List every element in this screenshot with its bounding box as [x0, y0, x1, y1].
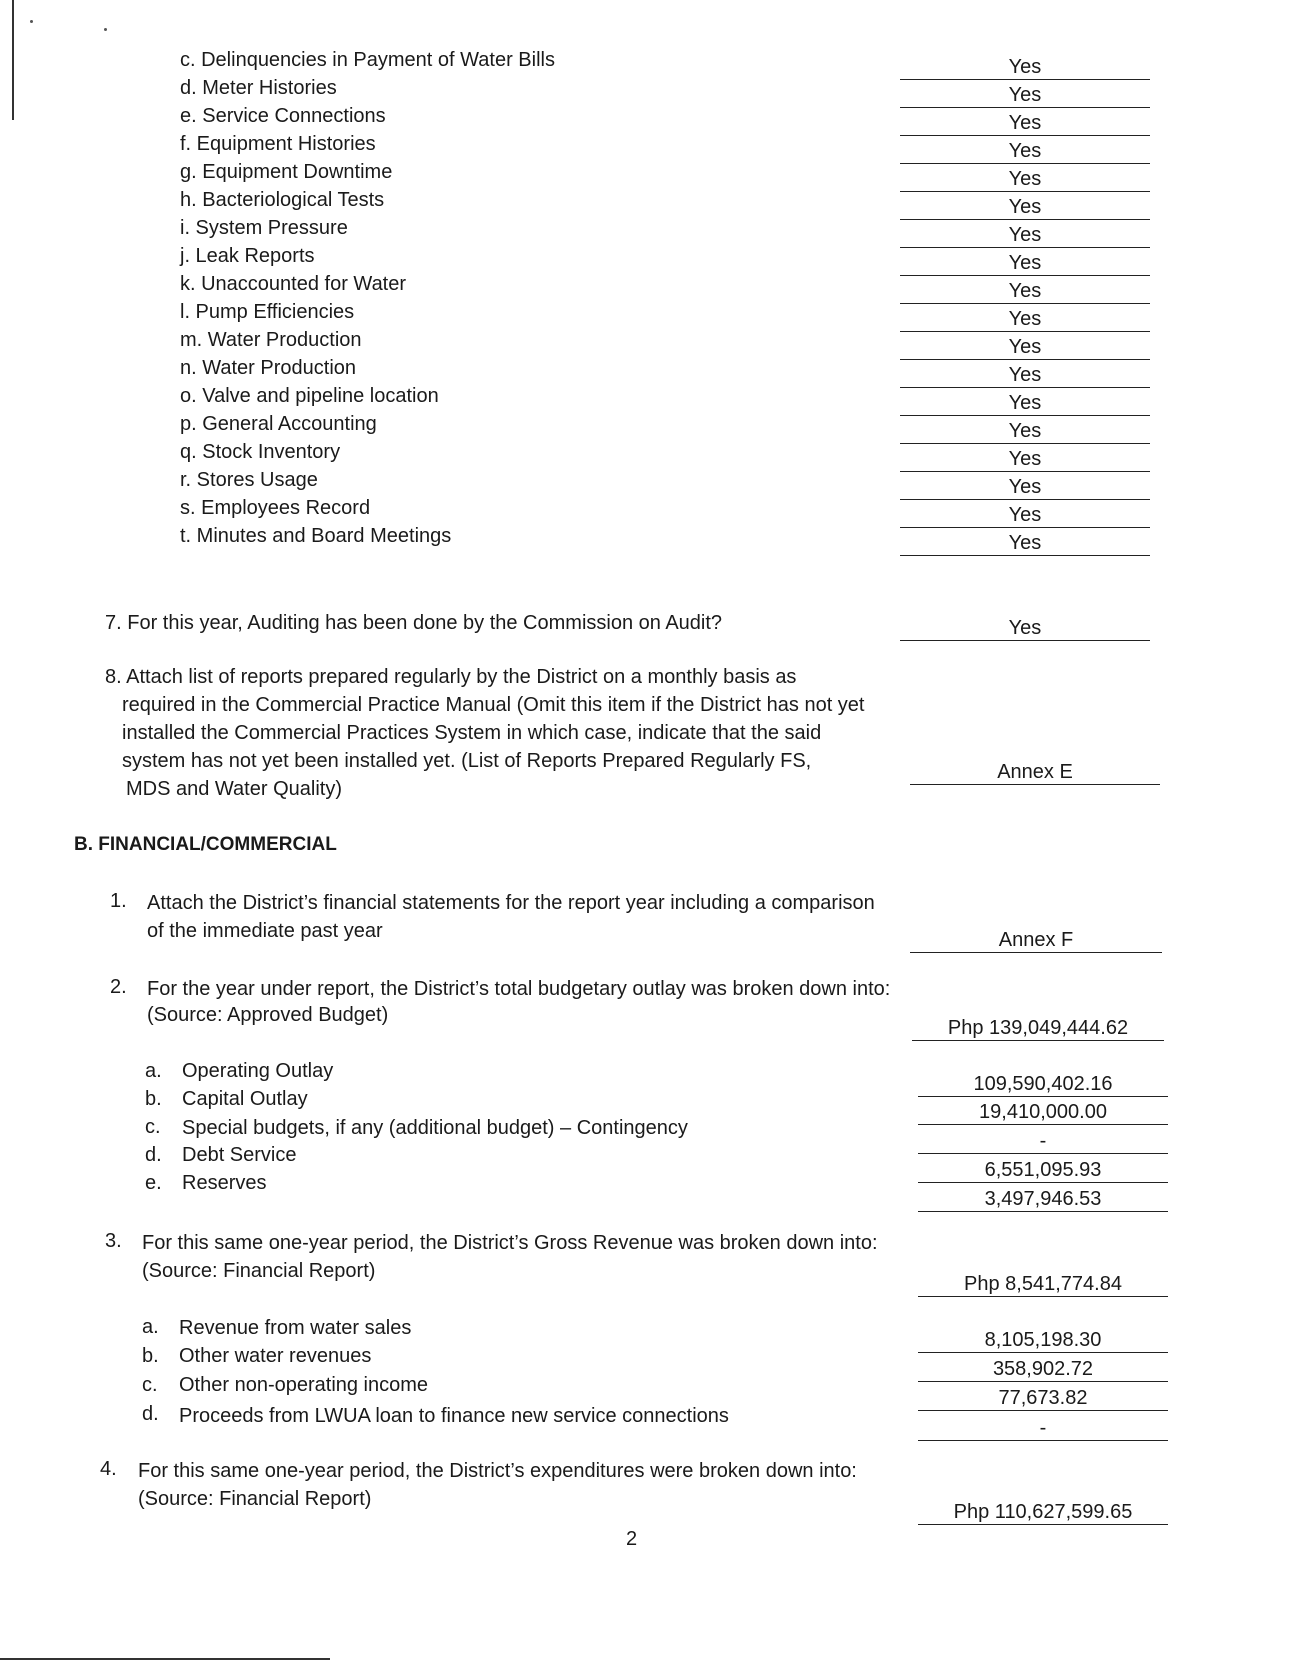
b3-sub-label: Revenue from water sales	[179, 1317, 412, 1339]
b2-sub-value: 109,590,402.16	[918, 1072, 1168, 1097]
list-item-label: s. Employees Record	[180, 497, 371, 519]
b3-sub-value: 77,673.82	[918, 1386, 1168, 1411]
list-item-label: o. Valve and pipeline location	[180, 385, 439, 407]
b2-sub-label: Special budgets, if any (additional budget) – Contingency	[182, 1117, 688, 1139]
b2-sub-value: 19,410,000.00	[918, 1100, 1168, 1125]
list-item-label: n. Water Production	[180, 357, 357, 379]
b4-line: (Source: Financial Report)	[138, 1488, 372, 1510]
b4-total: Php 110,627,599.65	[918, 1500, 1168, 1525]
list-item-answer: Yes	[900, 167, 1150, 192]
list-item-label: d. Meter Histories	[180, 77, 337, 99]
list-item-label: r. Stores Usage	[180, 469, 318, 491]
list-item-answer: Yes	[900, 279, 1150, 304]
b3-sub-label: Proceeds from LWUA loan to finance new service connections	[179, 1405, 729, 1427]
b2-sub-value: -	[918, 1129, 1168, 1154]
b4-line: For this same one-year period, the District’s expenditures were broken down into:	[138, 1460, 857, 1482]
b2-sub-value: 3,497,946.53	[918, 1187, 1168, 1212]
bottom-edge-line	[0, 1658, 330, 1660]
b3-sub-label: Other non-operating income	[179, 1374, 429, 1396]
b3-sub-letter: a.	[142, 1316, 159, 1338]
page-number: 2	[626, 1528, 638, 1550]
b2-sub-letter: e.	[145, 1172, 162, 1194]
b2-line: For the year under report, the District’s total budgetary outlay was broken down into:	[147, 978, 891, 1000]
list-item-label: h. Bacteriological Tests	[180, 189, 385, 211]
b2-sub-letter: a.	[145, 1060, 162, 1082]
item8-answer: Annex E	[910, 760, 1160, 785]
b3-sub-value: 8,105,198.30	[918, 1328, 1168, 1353]
list-item-answer: Yes	[900, 419, 1150, 444]
b3-sub-letter: b.	[142, 1345, 159, 1367]
list-item-label: q. Stock Inventory	[180, 441, 341, 463]
list-item-answer: Yes	[900, 223, 1150, 248]
list-item-label: c. Delinquencies in Payment of Water Bills	[180, 49, 555, 71]
b2-sub-letter: d.	[145, 1144, 162, 1166]
b2-sub-label: Operating Outlay	[182, 1060, 334, 1082]
list-item-answer: Yes	[900, 83, 1150, 108]
b2-total: Php 139,049,444.62	[912, 1016, 1164, 1041]
list-item-label: t. Minutes and Board Meetings	[180, 525, 452, 547]
list-item-answer: Yes	[900, 55, 1150, 80]
item8-line: MDS and Water Quality)	[126, 778, 342, 800]
list-item-answer: Yes	[900, 251, 1150, 276]
b2-sub-value: 6,551,095.93	[918, 1158, 1168, 1183]
list-item-label: i. System Pressure	[180, 217, 348, 239]
list-item-answer: Yes	[900, 139, 1150, 164]
list-item-answer: Yes	[900, 307, 1150, 332]
scan-dot	[104, 28, 107, 31]
b3-sub-letter: d.	[142, 1403, 159, 1425]
item8-line: required in the Commercial Practice Manual (Omit this item if the District has not yet	[122, 694, 865, 716]
list-item-label: k. Unaccounted for Water	[180, 273, 407, 295]
list-item-label: f. Equipment Histories	[180, 133, 376, 155]
b2-sub-label: Capital Outlay	[182, 1088, 308, 1110]
list-item-answer: Yes	[900, 531, 1150, 556]
b2-sub-label: Debt Service	[182, 1144, 297, 1166]
b2-sub-letter: c.	[145, 1116, 161, 1138]
item8-line: system has not yet been installed yet. (List of Reports Prepared Regularly FS,	[122, 750, 812, 772]
list-item-answer: Yes	[900, 447, 1150, 472]
b3-sub-letter: c.	[142, 1374, 158, 1396]
left-edge-line	[12, 0, 14, 120]
list-item-answer: Yes	[900, 475, 1150, 500]
b3-sub-value: -	[918, 1416, 1168, 1441]
list-item-label: j. Leak Reports	[180, 245, 315, 267]
b2-line: (Source: Approved Budget)	[147, 1004, 389, 1026]
item8-line: 8. Attach list of reports prepared regularly by the District on a monthly basis as	[105, 666, 797, 688]
b1-answer: Annex F	[910, 928, 1162, 953]
b3-sub-value: 358,902.72	[918, 1357, 1168, 1382]
list-item-label: e. Service Connections	[180, 105, 386, 127]
item7-answer: Yes	[900, 616, 1150, 641]
b1-line: of the immediate past year	[147, 920, 383, 942]
scan-dot	[30, 20, 33, 23]
item8-line: installed the Commercial Practices System in which case, indicate that the said	[122, 722, 822, 744]
b2-sub-letter: b.	[145, 1088, 162, 1110]
list-item-label: m. Water Production	[180, 329, 362, 351]
list-item-answer: Yes	[900, 195, 1150, 220]
list-item-label: p. General Accounting	[180, 413, 377, 435]
list-item-answer: Yes	[900, 335, 1150, 360]
b1-line: Attach the District’s financial statements for the report year including a comparison	[147, 892, 875, 914]
b3-number: 3.	[105, 1230, 122, 1252]
list-item-answer: Yes	[900, 111, 1150, 136]
b3-line: (Source: Financial Report)	[142, 1260, 376, 1282]
b1-number: 1.	[110, 890, 127, 912]
list-item-answer: Yes	[900, 391, 1150, 416]
b2-number: 2.	[110, 976, 127, 998]
list-item-label: g. Equipment Downtime	[180, 161, 393, 183]
item7-text: 7. For this year, Auditing has been done by the Commission on Audit?	[105, 612, 723, 634]
list-item-label: l. Pump Efficiencies	[180, 301, 355, 323]
list-item-answer: Yes	[900, 503, 1150, 528]
b4-number: 4.	[100, 1458, 117, 1480]
list-item-answer: Yes	[900, 363, 1150, 388]
b2-sub-label: Reserves	[182, 1172, 267, 1194]
b3-sub-label: Other water revenues	[179, 1345, 372, 1367]
section-b-heading: B. FINANCIAL/COMMERCIAL	[74, 834, 337, 855]
b3-line: For this same one-year period, the District’s Gross Revenue was broken down into:	[142, 1232, 878, 1254]
b3-total: Php 8,541,774.84	[918, 1272, 1168, 1297]
